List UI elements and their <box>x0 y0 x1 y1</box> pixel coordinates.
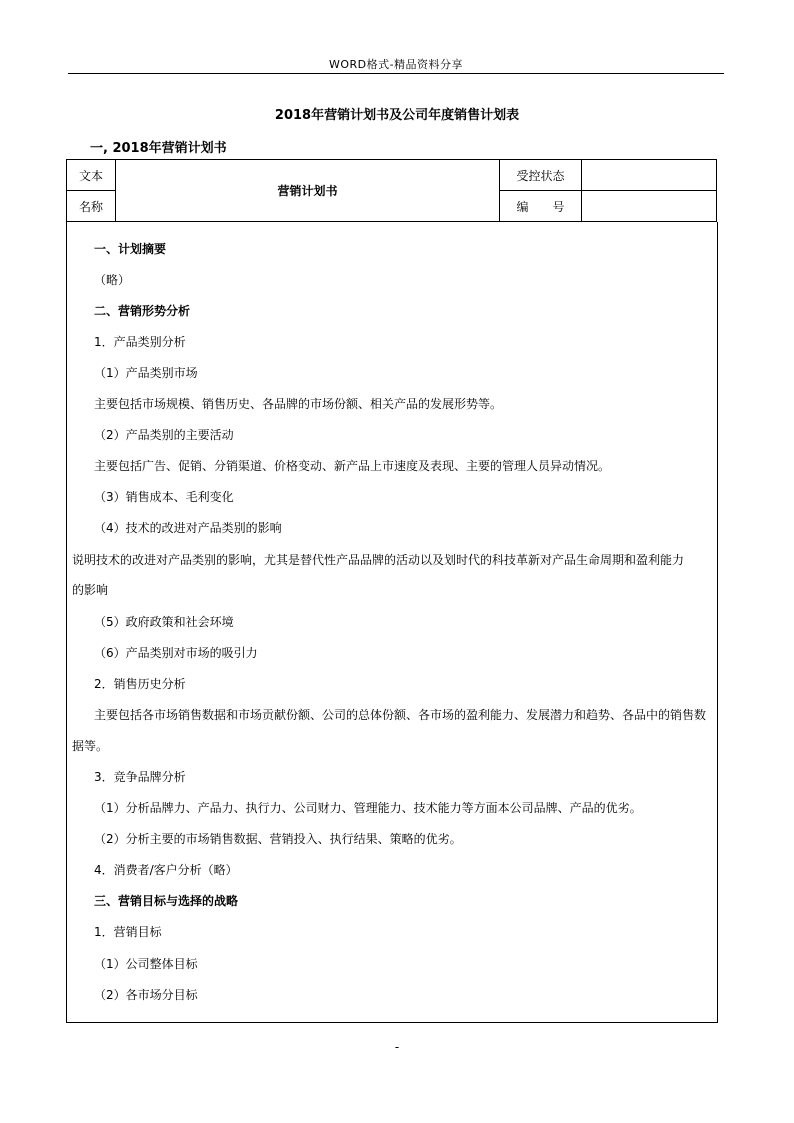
body-line: （略） <box>94 273 131 287</box>
heading-plan-summary: 一、计划摘要 <box>94 242 167 256</box>
number-label: 编 号 <box>500 191 582 222</box>
text-label-cell: 文本 <box>67 160 116 191</box>
body-line: 据等。 <box>72 739 109 753</box>
body-line: 的影响 <box>72 583 109 597</box>
header-rule <box>68 73 724 74</box>
body-line: 1．营销目标 <box>94 925 162 939</box>
body-line: 说明技术的改进对产品类别的影响，尤其是替代性产品品牌的活动以及划时代的科技革新对产品生命周期和盈利能力 <box>72 553 685 567</box>
body-line: 1．产品类别分析 <box>94 335 186 349</box>
running-header: WORD格式-精品资料分享 <box>328 58 464 71</box>
control-status-value <box>582 160 717 191</box>
body-line: 2．销售历史分析 <box>94 677 186 691</box>
body-line: （3）销售成本、毛利变化 <box>94 490 234 504</box>
section-heading: 一, 2018年营销计划书 <box>90 141 227 156</box>
body-line: （2）各市场分目标 <box>94 988 198 1002</box>
page-footer: - <box>394 1040 400 1054</box>
body-line: 主要包括市场规模、销售历史、各品牌的市场份额、相关产品的发展形势等。 <box>94 397 503 411</box>
body-line: 主要包括广告、促销、分销渠道、价格变动、新产品上市速度及表现、主要的管理人员异动情况。 <box>94 459 611 473</box>
control-status-label: 受控状态 <box>500 160 582 191</box>
number-value <box>582 191 717 222</box>
document-name-cell: 营销计划书 <box>116 160 500 222</box>
heading-marketing-goals: 三、营销目标与选择的战略 <box>94 894 239 908</box>
body-line: （1）公司整体目标 <box>94 957 198 971</box>
body-line: （6）产品类别对市场的吸引力 <box>94 646 258 660</box>
body-line: （2）产品类别的主要活动 <box>94 428 234 442</box>
body-line: 4．消费者/客户分析（略） <box>94 863 238 877</box>
document-info-table <box>66 159 717 222</box>
body-line: （2）分析主要的市场销售数据、营销投入、执行结果、策略的优劣。 <box>94 832 462 846</box>
body-line: 主要包括各市场销售数据和市场贡献份额、公司的总体份额、各市场的盈利能力、发展潜力和趋势、各品中的销售数 <box>94 708 707 722</box>
body-line: （5）政府政策和社会环境 <box>94 615 234 629</box>
heading-marketing-situation: 二、营销形势分析 <box>94 304 191 318</box>
document-title: 2018年营销计划书及公司年度销售计划表 <box>274 108 520 123</box>
plan-body-box <box>66 222 718 1023</box>
name-label-cell: 名称 <box>67 191 116 222</box>
body-line: 3．竞争品牌分析 <box>94 770 186 784</box>
body-line: （4）技术的改进对产品类别的影响 <box>94 521 282 535</box>
body-line: （1）产品类别市场 <box>94 366 198 380</box>
body-line: （1）分析品牌力、产品力、执行力、公司财力、管理能力、技术能力等方面本公司品牌、产品的优劣。 <box>94 801 642 815</box>
